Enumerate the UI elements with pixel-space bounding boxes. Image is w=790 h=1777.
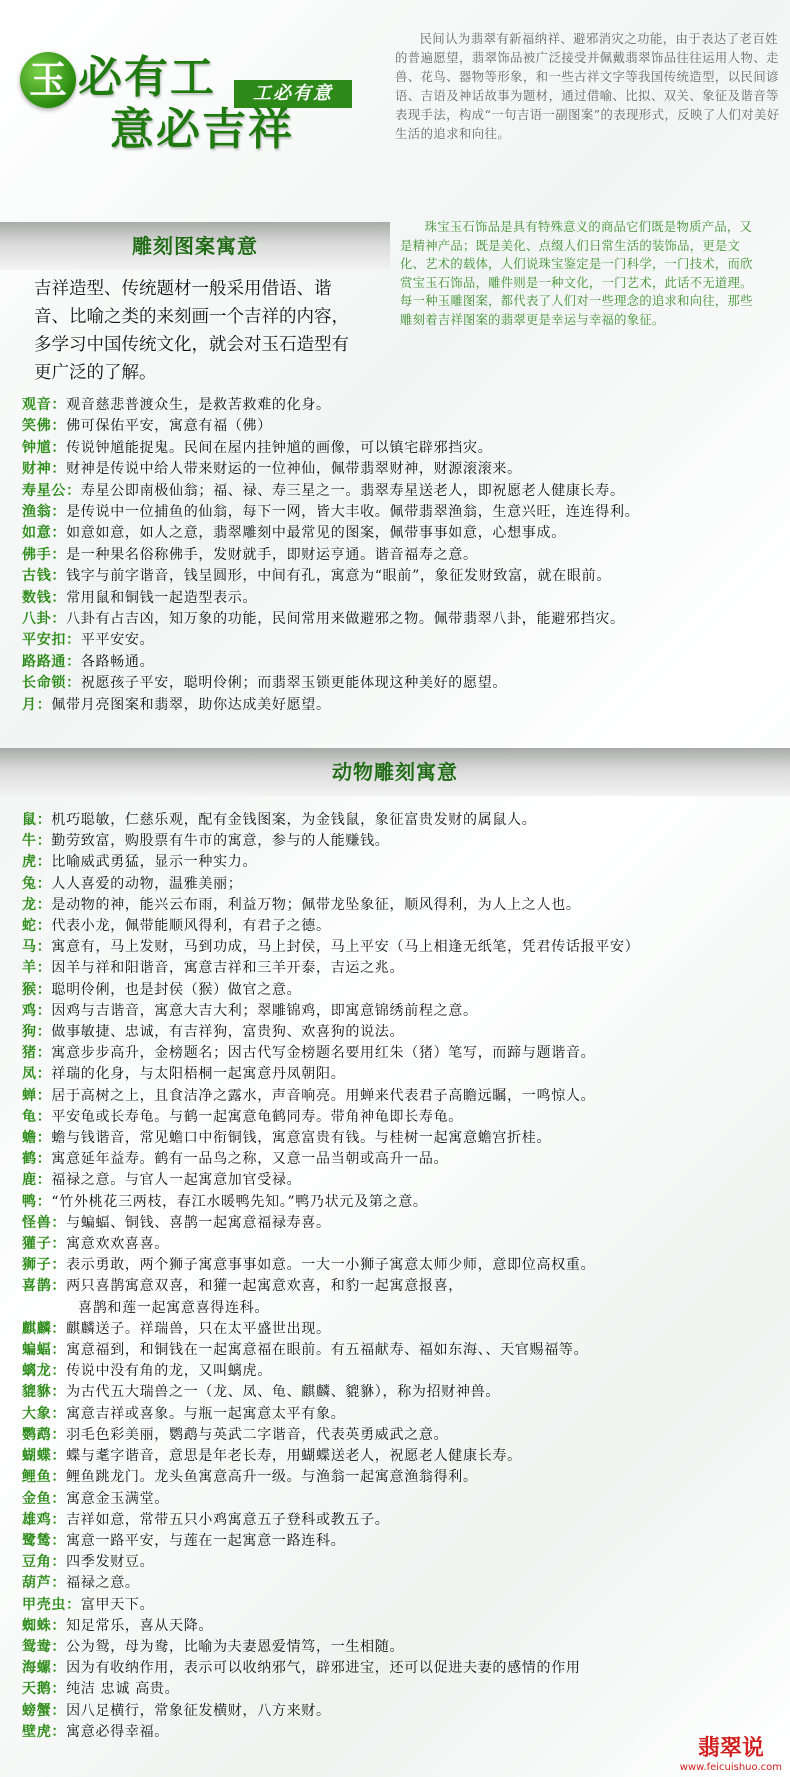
item-desc: “竹外桃花三两枝，春江水暖鸭先知。”鸭乃状元及第之意。 xyxy=(51,1193,428,1210)
list-item xyxy=(22,831,782,852)
item-desc: 表示勇敢，两个狮子寓意事事如意。一大一小狮子寓意太师少师，意即位高权重。 xyxy=(66,1257,596,1274)
item-desc: 是传说中一位捕鱼的仙翁，每下一网，皆大丰收。佩带翡翠渔翁，生意兴旺，连连得利。 xyxy=(66,504,640,521)
item-term: 羊 xyxy=(22,960,37,977)
list-item xyxy=(22,1213,782,1234)
section2-banner xyxy=(0,748,790,796)
item-term: 怪兽 xyxy=(22,1214,52,1231)
list-item xyxy=(22,916,782,937)
item-term: 兔 xyxy=(22,875,37,892)
section1-banner xyxy=(0,222,390,270)
list-item xyxy=(22,1043,782,1064)
item-separator: ： xyxy=(36,1087,52,1104)
list-item xyxy=(22,852,782,873)
item-desc: 寿星公即南极仙翁；福、禄、寿三星之一。翡翠寿星送老人，即祝愿老人健康长寿。 xyxy=(80,482,625,499)
item-desc: 因鸡与吉谐音，寓意大吉大利；翠雕锦鸡，即寓意锦绣前程之意。 xyxy=(51,1002,478,1019)
item-separator: ： xyxy=(51,1511,67,1528)
item-separator: ： xyxy=(36,875,52,892)
list-item xyxy=(22,609,782,630)
item-desc: 麒麟送子。祥瑞兽，只在太平盛世出现。 xyxy=(66,1320,331,1337)
item-separator: ： xyxy=(36,1002,52,1019)
list-item xyxy=(22,459,782,480)
item-separator: ： xyxy=(51,1638,67,1655)
item-desc: 因八足横行，常象征发横财，八方来财。 xyxy=(66,1702,331,1719)
item-term: 金鱼 xyxy=(22,1490,52,1507)
item-separator: ： xyxy=(36,696,52,713)
item-desc: 寓意福到，和铜钱在一起寓意福在眼前。有五福献寿、福如东海、、天官赐福等。 xyxy=(66,1342,589,1359)
item-term: 渔翁 xyxy=(22,504,52,521)
list-item xyxy=(22,652,782,673)
item-separator: ： xyxy=(51,568,67,585)
list-item xyxy=(22,481,782,502)
item-desc: 福禄之意。 xyxy=(66,1575,140,1592)
list-item xyxy=(22,1722,782,1743)
list-item xyxy=(22,1404,782,1425)
item-term: 月 xyxy=(22,696,37,713)
item-separator: ： xyxy=(36,854,52,871)
item-term: 路路通 xyxy=(22,653,67,670)
item-separator: ： xyxy=(36,939,52,956)
list-item xyxy=(22,958,782,979)
item-term: 鹭鸶 xyxy=(22,1532,52,1549)
item-separator: ： xyxy=(51,1723,67,1740)
section2-title: 动物雕刻寓意 xyxy=(332,760,458,784)
item-desc: 勤劳致富，购股票有牛市的寓意，参与的人能赚钱。 xyxy=(51,833,390,850)
item-desc: 蝶与耄字谐音，意思是年老长寿，用蝴蝶送老人，祝愿老人健康长寿。 xyxy=(66,1448,522,1465)
list-item xyxy=(22,416,782,437)
item-desc: 四季发财豆。 xyxy=(66,1554,155,1571)
item-term: 凤 xyxy=(22,1066,37,1083)
item-term: 蜘蛛 xyxy=(22,1617,52,1634)
item-separator: ： xyxy=(66,1596,81,1613)
item-desc: 是动物的神，能兴云布雨，利益万物；佩带龙坠象征，顺风得利，为人上之人也。 xyxy=(51,896,581,913)
item-desc: 观音慈悲普渡众生，是救苦救难的化身。 xyxy=(66,397,331,413)
item-term: 鹤 xyxy=(22,1151,37,1168)
item-separator: ： xyxy=(51,611,67,628)
item-term: 笑佛 xyxy=(22,418,52,435)
item-desc: 为古代五大瑞兽之一（龙、凤、龟、麒麟、貔貅），称为招财神兽。 xyxy=(66,1384,501,1401)
item-desc: 人人喜爱的动物，温雅美丽； xyxy=(51,875,243,892)
item-desc: 寓意金玉满堂。 xyxy=(66,1490,170,1507)
item-desc: 因羊与祥和阳谐音，寓意吉祥和三羊开泰，吉运之兆。 xyxy=(51,960,405,977)
item-term: 蟾 xyxy=(22,1130,37,1147)
item-desc: 常用鼠和铜钱一起造型表示。 xyxy=(66,589,258,606)
item-separator: ： xyxy=(51,1363,67,1380)
item-desc: 公为鸳，母为鸯，比喻为夫妻恩爱情笃，一生相随。 xyxy=(66,1638,405,1655)
item-separator: ： xyxy=(51,1490,67,1507)
item-separator: ： xyxy=(66,675,81,692)
list-item xyxy=(22,1425,782,1446)
item-separator: ： xyxy=(36,1108,52,1125)
section1-intro-right: 珠宝玉石饰品是具有特殊意义的商品它们既是物质产品，又是精神产品；既是美化、点缀人们日常生活的装饰品，更是文化、艺术的载体，人们说珠宝鉴定是一门科学，一门技术，而欣赏宝玉石饰品，雕件则是一种文化，一门艺术，此话不无道理。每一种玉雕图案，都代表了人们对一些理念的追求和向往，那些雕刻着吉祥图案的翡翠更是幸运与幸福的象征。 xyxy=(400,220,753,327)
logo-tag: 工必有意 xyxy=(234,80,352,108)
item-term: 观音 xyxy=(22,397,52,413)
item-desc: 寓意吉祥或喜象。与瓶一起寓意太平有象。 xyxy=(66,1405,346,1422)
item-desc: 寓意必得幸福。 xyxy=(66,1723,170,1740)
item-term: 貔貅 xyxy=(22,1384,52,1401)
item-separator: ： xyxy=(51,1681,67,1698)
item-term: 鸳鸯 xyxy=(22,1638,52,1655)
item-term: 狗 xyxy=(22,1024,37,1041)
item-separator: ： xyxy=(51,1448,67,1465)
item-term: 猪 xyxy=(22,1045,37,1062)
list-item xyxy=(22,1658,782,1679)
item-desc: 福禄之意。与官人一起寓意加官受禄。 xyxy=(51,1172,302,1189)
item-term: 狮子 xyxy=(22,1257,52,1274)
item-desc: 平平安安。 xyxy=(80,632,155,649)
list-item xyxy=(22,1086,782,1107)
item-term: 如意 xyxy=(22,525,52,542)
item-desc: 寓意延年益寿。鹤有一品鸟之称，又意一品当朝或高升一品。 xyxy=(51,1151,449,1168)
item-separator: ： xyxy=(36,1024,52,1041)
item-term: 数钱 xyxy=(22,589,52,606)
item-term: 龟 xyxy=(22,1108,37,1125)
item-separator: ： xyxy=(51,1320,67,1337)
list-item xyxy=(22,1234,782,1255)
item-desc: 聪明伶俐，也是封侯（猴）做官之意。 xyxy=(51,981,302,998)
list-item xyxy=(22,1107,782,1128)
list-item-continuation: 喜鹊和莲一起寓意喜得连科。 xyxy=(78,1299,270,1316)
brand-name: 翡翠说 xyxy=(697,1736,764,1761)
item-term: 蝴蝶 xyxy=(22,1448,52,1465)
item-desc: 财神是传说中给人带来财运的一位神仙，佩带翡翠财神，财源滚滚来。 xyxy=(66,461,522,478)
item-term: 鲤鱼 xyxy=(22,1469,52,1486)
item-separator: ： xyxy=(36,1151,52,1168)
item-separator: ： xyxy=(36,896,52,913)
item-separator: ： xyxy=(51,461,67,478)
list-item xyxy=(22,1531,782,1552)
list-item xyxy=(22,937,782,958)
list-item xyxy=(22,1595,782,1616)
list-item xyxy=(22,502,782,523)
item-term: 虎 xyxy=(22,854,37,871)
item-term: 大象 xyxy=(22,1405,52,1422)
item-term: 葫芦 xyxy=(22,1575,52,1592)
list-item xyxy=(22,1022,782,1043)
list-item xyxy=(22,1573,782,1594)
item-desc: 寓意欢欢喜喜。 xyxy=(66,1236,170,1253)
item-separator: ： xyxy=(51,1236,67,1253)
item-separator: ： xyxy=(36,1130,52,1147)
item-separator: ： xyxy=(36,1172,52,1189)
list-item xyxy=(22,1467,782,1488)
item-desc: 吉祥如意，常带五只小鸡寓意五子登科或教五子。 xyxy=(66,1511,390,1528)
item-desc: 传说中没有角的龙，又叫螭虎。 xyxy=(66,1363,272,1380)
item-desc: 佛可保佑平安，寓意有福（佛） xyxy=(66,418,272,435)
item-term: 长命锁 xyxy=(22,675,67,692)
item-term: 鹿 xyxy=(22,1172,37,1189)
list-item xyxy=(22,395,782,416)
item-term: 马 xyxy=(22,939,37,956)
item-term: 螭龙 xyxy=(22,1363,52,1380)
list-item xyxy=(22,1382,782,1403)
list-item xyxy=(22,1340,782,1361)
list-item xyxy=(22,980,782,1001)
list-item xyxy=(22,895,782,916)
item-separator: ： xyxy=(51,1384,67,1401)
item-term: 天鹅 xyxy=(22,1681,52,1698)
item-term: 鹦鹉 xyxy=(22,1426,52,1443)
list-item xyxy=(22,1701,782,1722)
item-separator: ： xyxy=(66,632,81,649)
list-item xyxy=(22,1276,782,1297)
item-term: 鸭 xyxy=(22,1193,37,1210)
list-item xyxy=(22,1446,782,1467)
item-term: 蝉 xyxy=(22,1087,37,1104)
item-separator: ： xyxy=(36,960,52,977)
item-desc: 富甲天下。 xyxy=(80,1596,155,1613)
item-term: 雄鸡 xyxy=(22,1511,52,1528)
item-term: 蛇 xyxy=(22,918,37,935)
item-separator: ： xyxy=(51,525,67,542)
item-desc: 寓意有，马上发财，马到功成，马上封侯，马上平安（马上相逢无纸笔，凭君传话报平安） xyxy=(51,939,640,956)
item-separator: ： xyxy=(51,1257,67,1274)
list-item xyxy=(22,695,782,716)
list-item xyxy=(22,588,782,609)
item-term: 平安扣 xyxy=(22,632,67,649)
item-term: 猴 xyxy=(22,981,37,998)
item-desc: 传说钟馗能捉鬼。民间在屋内挂钟馗的画像，可以镇宅辟邪挡灾。 xyxy=(66,439,493,456)
item-desc: 与蝙蝠、铜钱、喜鹊一起寓意福禄寿喜。 xyxy=(66,1214,331,1231)
list-item xyxy=(22,673,782,694)
list-item xyxy=(22,1637,782,1658)
list-item xyxy=(22,1319,782,1340)
item-term: 八卦 xyxy=(22,611,52,628)
item-desc: 知足常乐，喜从天降。 xyxy=(66,1617,214,1634)
list-item xyxy=(22,1510,782,1531)
animal-meaning-list xyxy=(22,810,782,1743)
item-separator: ： xyxy=(51,1575,67,1592)
item-desc: 如意如意，如人之意，翡翠雕刻中最常见的图案，佩带事事如意，心想事成。 xyxy=(66,525,566,542)
item-desc: 是一种果名俗称佛手，发财就手，即财运亨通。谐音福寿之意。 xyxy=(66,546,478,563)
list-item xyxy=(22,1361,782,1382)
item-separator: ： xyxy=(51,1426,67,1443)
item-separator: ： xyxy=(51,1660,67,1677)
list-item xyxy=(22,523,782,544)
section1-intro-left: 吉祥造型、传统题材一般采用借语、谐音、比喻之类的来刻画一个吉祥的内容，多学习中国传统文化，就会对玉石造型有更广泛的了解。 xyxy=(34,279,349,383)
item-desc: 祝愿孩子平安，聪明伶俐；而翡翠玉锁更能体现这种美好的愿望。 xyxy=(80,675,508,692)
logo-title-line1: 必有工 xyxy=(78,52,216,103)
item-separator: ： xyxy=(51,439,67,456)
item-desc: 居于高树之上，且食洁净之露水，声音响亮。用蝉来代表君子高瞻远瞩，一鸣惊人。 xyxy=(51,1087,596,1104)
item-separator: ： xyxy=(51,1469,67,1486)
logo-title-line2: 意必吉祥 xyxy=(110,104,294,155)
item-term: 龙 xyxy=(22,896,37,913)
list-item xyxy=(22,1489,782,1510)
item-separator: ： xyxy=(66,482,81,499)
item-desc: 寓意步步高升，金榜题名；因古代写金榜题名要用红朱（猪）笔写，而蹄与题谐音。 xyxy=(51,1045,596,1062)
list-item xyxy=(22,1128,782,1149)
list-item xyxy=(22,630,782,651)
item-term: 鼠 xyxy=(22,812,37,828)
list-item xyxy=(22,1552,782,1573)
item-separator: ： xyxy=(36,833,52,850)
footer-brand xyxy=(680,1736,782,1774)
item-separator: ： xyxy=(51,546,67,563)
item-separator: ： xyxy=(51,1278,67,1295)
item-separator: ： xyxy=(51,1554,67,1571)
item-separator: ： xyxy=(51,1342,67,1359)
item-term: 寿星公 xyxy=(22,482,67,499)
item-desc: 各路畅通。 xyxy=(80,653,155,670)
list-item xyxy=(22,1001,782,1022)
item-desc: 因为有收纳作用，表示可以收纳邪气，辟邪进宝，还可以促进夫妻的感情的作用 xyxy=(66,1660,581,1677)
item-desc: 蟾与钱谐音，常见蟾口中衔铜钱，寓意富贵有钱。与桂树一起寓意蟾宫折桂。 xyxy=(51,1130,552,1147)
item-desc: 羽毛色彩美丽，鹦鹉与英武二字谐音，代表英勇威武之意。 xyxy=(66,1426,449,1443)
item-desc: 做事敏捷、忠诚，有吉祥狗，富贵狗、欢喜狗的说法。 xyxy=(51,1024,405,1041)
item-term: 蝙蝠 xyxy=(22,1342,52,1359)
list-item xyxy=(22,1255,782,1276)
item-desc: 鲤鱼跳龙门。龙头鱼寓意高升一级。与渔翁一起寓意渔翁得利。 xyxy=(66,1469,478,1486)
item-term: 壁虎 xyxy=(22,1723,52,1740)
item-separator: ： xyxy=(51,1702,67,1719)
list-item xyxy=(22,438,782,459)
list-item xyxy=(22,1170,782,1191)
item-separator: ： xyxy=(51,418,67,435)
item-separator: ： xyxy=(36,1193,52,1210)
list-item xyxy=(22,566,782,587)
item-term: 海螺 xyxy=(22,1660,52,1677)
item-desc: 平安龟或长寿龟。与鹤一起寓意龟鹤同寿。带角神龟即长寿龟。 xyxy=(51,1108,464,1125)
item-separator: ： xyxy=(51,1617,67,1634)
list-item xyxy=(22,874,782,895)
list-item xyxy=(22,810,782,831)
item-desc: 寓意一路平安，与莲在一起寓意一路连科。 xyxy=(66,1532,346,1549)
item-separator: ： xyxy=(36,918,52,935)
item-term: 喜鹊 xyxy=(22,1278,52,1295)
item-separator: ： xyxy=(51,1214,67,1231)
item-term: 獾子 xyxy=(22,1236,52,1253)
item-separator: ： xyxy=(51,1532,67,1549)
list-item xyxy=(22,1149,782,1170)
item-separator: ： xyxy=(66,653,81,670)
item-separator: ： xyxy=(36,812,52,828)
list-item xyxy=(22,1192,782,1213)
item-desc: 祥瑞的化身，与太阳梧桐一起寓意丹凤朝阳。 xyxy=(51,1066,346,1083)
item-desc: 钱字与前字谐音，钱呈圆形，中间有孔，寓意为“眼前”，象征发财致富，就在眼前。 xyxy=(66,568,612,585)
logo-jade-badge: 玉 xyxy=(20,52,76,108)
item-desc: 代表小龙，佩带能顺风得利，有君子之德。 xyxy=(51,918,331,935)
item-term: 钟馗 xyxy=(22,439,52,456)
item-term: 豆角 xyxy=(22,1554,52,1571)
item-desc: 佩带月亮图案和翡翠，助你达成美好愿望。 xyxy=(51,696,331,713)
section1-title: 雕刻图案寓意 xyxy=(132,234,258,258)
item-term: 麒麟 xyxy=(22,1320,52,1337)
item-term: 财神 xyxy=(22,461,52,478)
list-item xyxy=(22,1679,782,1700)
item-separator: ： xyxy=(51,1405,67,1422)
list-item xyxy=(22,1064,782,1085)
item-desc: 纯洁 忠诚 高贵。 xyxy=(66,1681,180,1698)
item-separator: ： xyxy=(36,981,52,998)
list-item xyxy=(22,545,782,566)
item-separator: ： xyxy=(36,1066,52,1083)
item-desc: 机巧聪敏，仁慈乐观，配有金钱图案，为金钱鼠，象征富贵发财的属鼠人。 xyxy=(51,812,537,828)
item-separator: ： xyxy=(36,1045,52,1062)
item-term: 佛手 xyxy=(22,546,52,563)
item-separator: ： xyxy=(51,589,67,606)
brand-url: www.feicuishuo.com xyxy=(679,1762,782,1773)
item-term: 甲壳虫 xyxy=(22,1596,67,1613)
header-intro: 民间认为翡翠有新福纳祥、避邪消灾之功能，由于表达了老百姓的普遍愿望，翡翠饰品被广泛接受并佩戴翡翠饰品往往运用人物、走兽、花鸟、器物等形象，和一些古祥文字等我国传统造型，以民间谚语、吉语及神话故事为题材，通过借喻、比拟、双关、象征及谐音等表现手法，构成“一句吉语一副图案”的表现形式，反映了人们对美好生活的追求和向往。 xyxy=(395,32,780,141)
pattern-meaning-list xyxy=(22,395,782,716)
item-term: 古钱 xyxy=(22,568,52,585)
item-separator: ： xyxy=(51,504,67,521)
item-desc: 八卦有占吉凶，知万象的功能，民间常用来做避邪之物。佩带翡翠八卦，能避邪挡灾。 xyxy=(66,611,625,628)
item-term: 鸡 xyxy=(22,1002,37,1019)
item-desc: 比喻威武勇猛，显示一种实力。 xyxy=(51,854,258,871)
list-item xyxy=(22,1616,782,1637)
item-term: 牛 xyxy=(22,833,37,850)
item-desc: 两只喜鹊寓意双喜，和獾一起寓意欢喜，和豹一起寓意报喜， xyxy=(66,1278,464,1295)
item-separator: ： xyxy=(51,397,67,413)
item-term: 螃蟹 xyxy=(22,1702,52,1719)
